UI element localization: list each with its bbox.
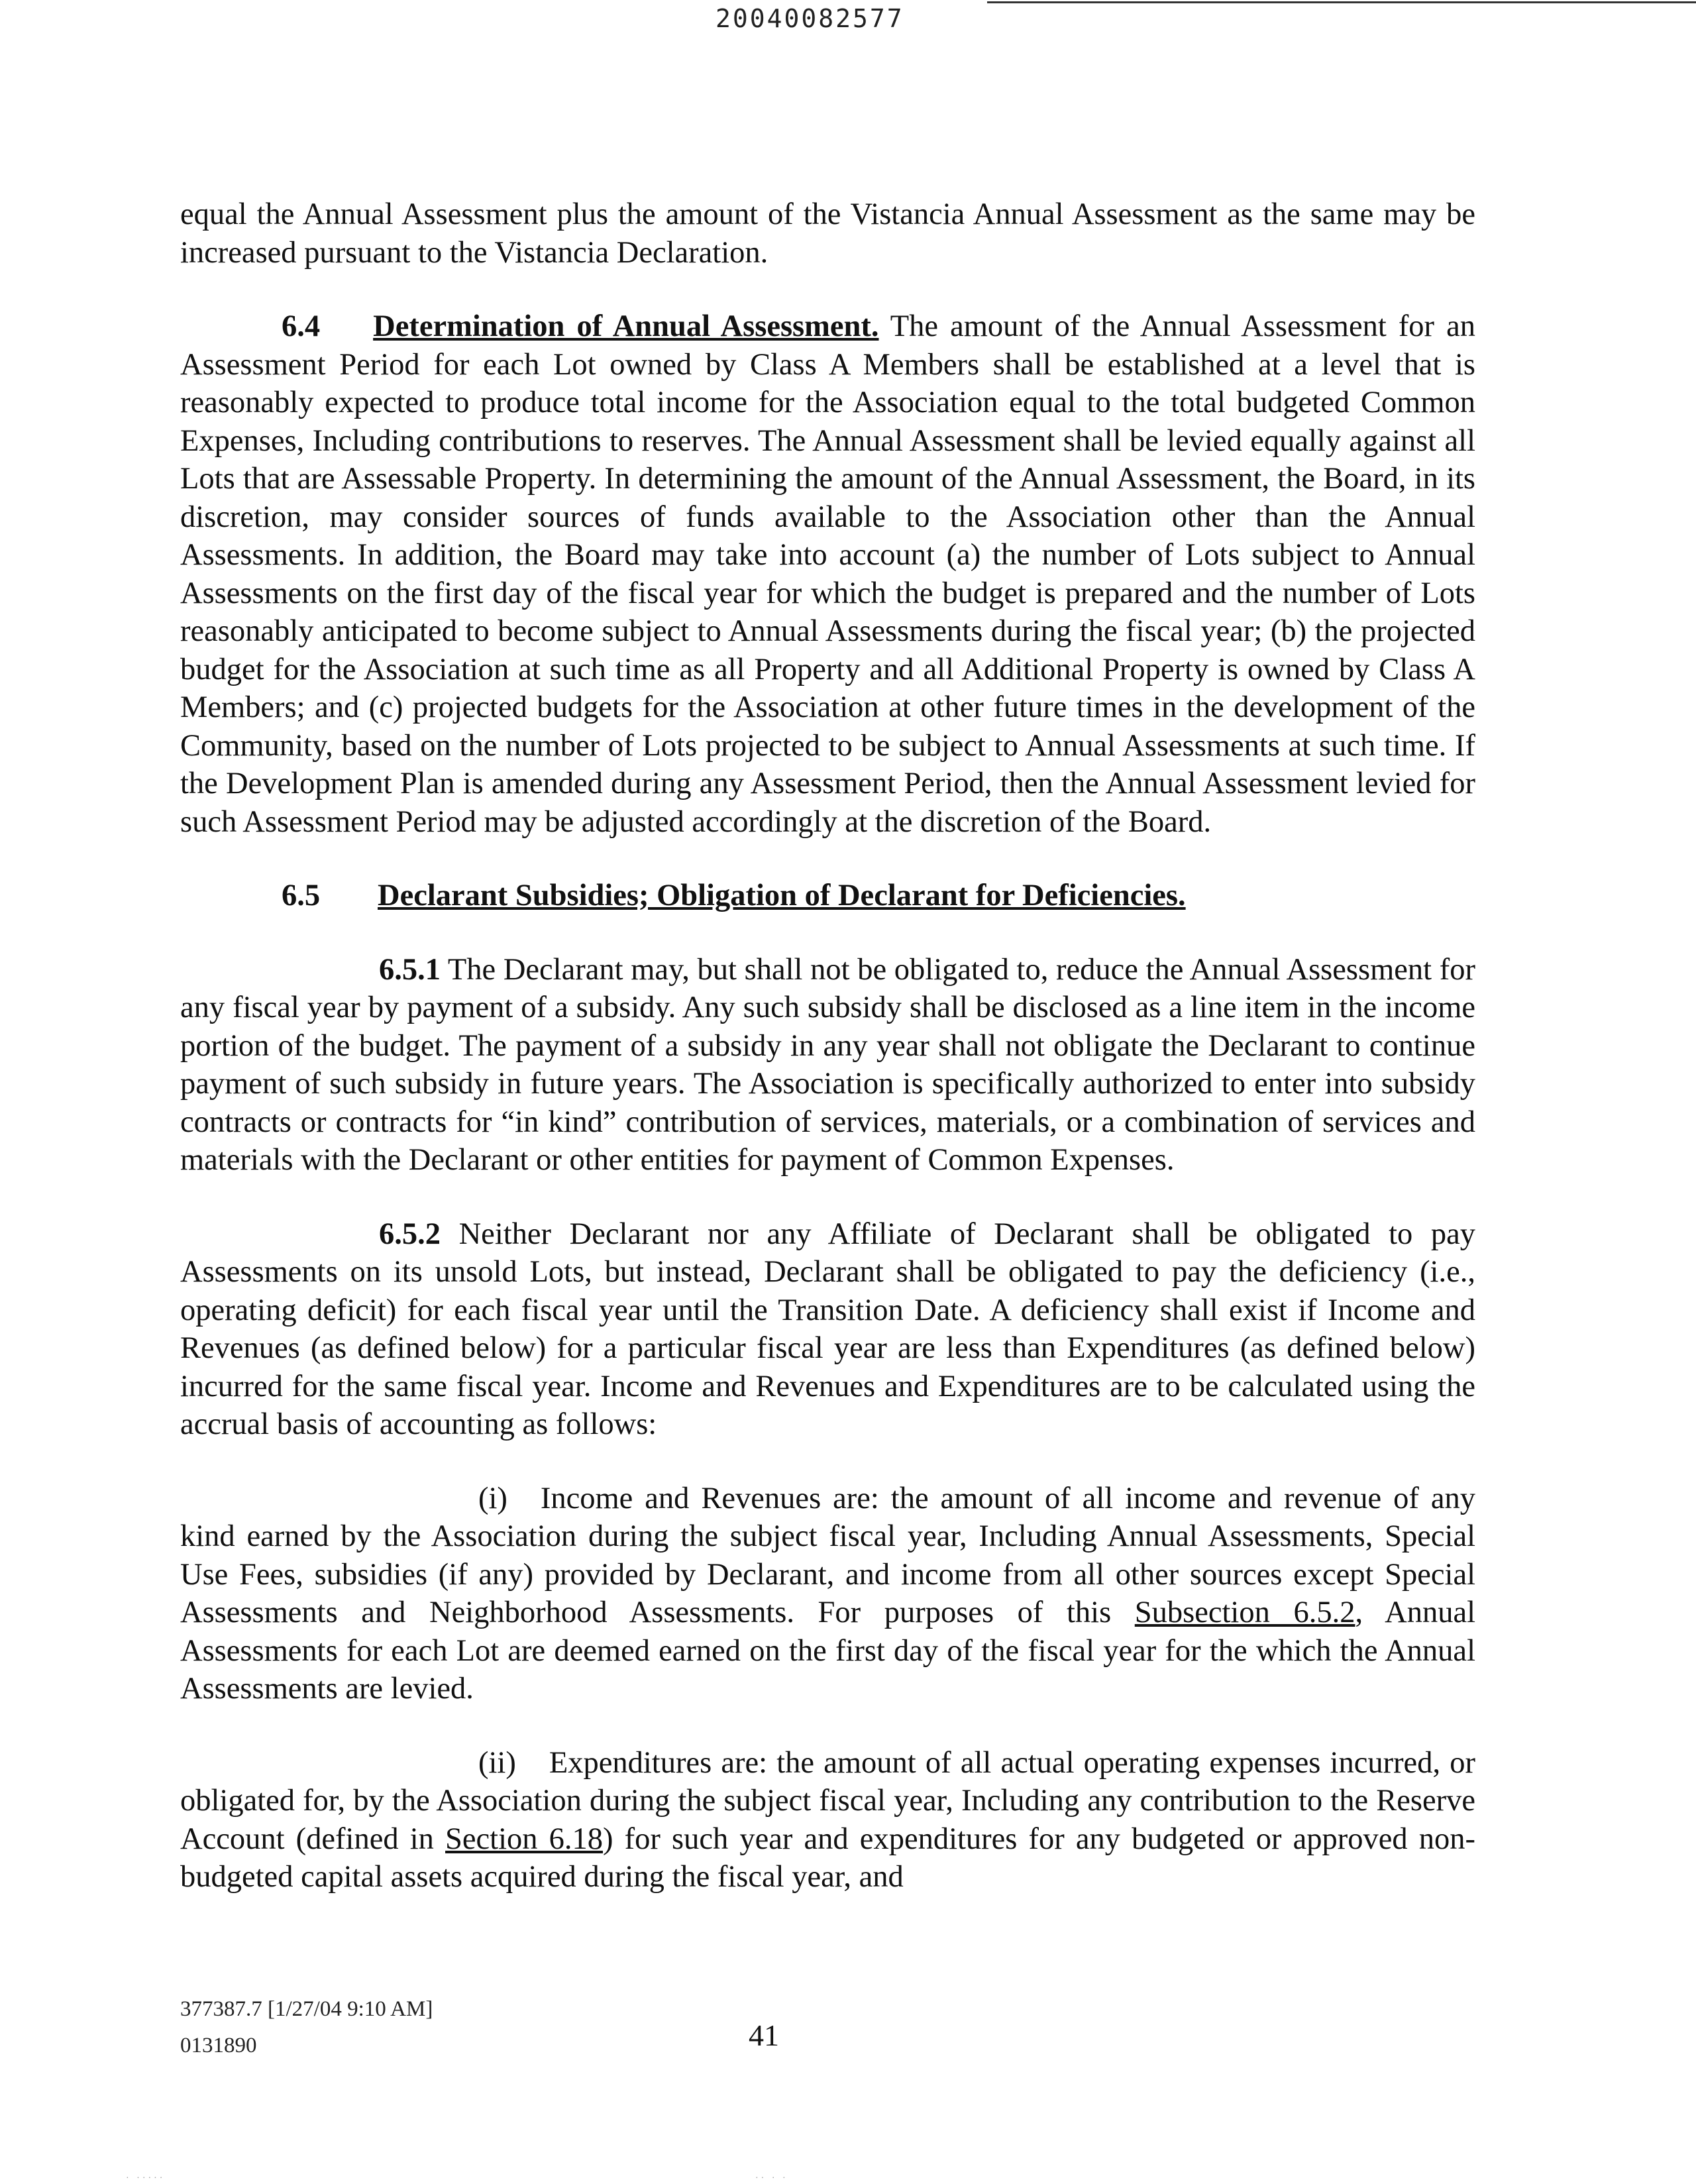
clause-ii-label: (ii)	[478, 1745, 516, 1780]
clause-i-text-a: Income and Revenues are: the amount of all income and revenue of any kind earned by the Association during the subject fiscal year, Including Annual Assessments, Special Use Fees, subsidies (if any) provided by Declarant, and income from all other sources except Special Assessments and Neighborhood Assessments. For purposes of this	[180, 1481, 1475, 1629]
footer-document-id	[180, 1991, 433, 2064]
clause-i-label: (i)	[478, 1481, 507, 1515]
subsection-6-5-2-number: 6.5.2	[379, 1217, 441, 1251]
subsection-6-5-1-number: 6.5.1	[379, 952, 441, 987]
paragraph-continuation: equal the Annual Assessment plus the amount of the Vistancia Annual Assessment as the same may be increased pursuant to the Vistancia Declaration.	[180, 197, 1475, 270]
scan-speck: ·· · ·	[755, 2173, 788, 2183]
document-body	[180, 195, 1475, 1932]
subsection-6-5-2-text: Neither Declarant nor any Affiliate of Declarant shall be obligated to pay Assessments on its unsold Lots, but instead, Declarant shall be obligated to pay the deficiency (i.e., operating deficit) for each fiscal year until the Transition Date. A deficiency shall exist if Income and Revenues (as defined below) for a particular fiscal year are less than Expenditures (as defined below) incurred for the same fiscal year. Income and Revenues and Expenditures are to be calculated using the accrual basis of accounting as follows:	[180, 1217, 1475, 1441]
subsection-6-5-1	[180, 951, 1475, 1179]
page-number: 41	[749, 2018, 779, 2052]
recording-number: 20040082577	[716, 4, 904, 33]
clause-ii-text-b: ) for such year and expenditures for any budgeted or approved non-budgeted capital assets acquired during the fiscal year, and	[180, 1822, 1475, 1894]
clause-ii-text-a: Expenditures are: the amount of all actual operating expenses incurred, or obligated for, by the Association during the subject fiscal year, Including any contribution to the Reserve Account (defined in	[180, 1745, 1475, 1856]
section-6-5-number: 6.5	[282, 879, 321, 912]
scan-speck: · ·····	[126, 2173, 166, 2183]
subsection-6-5-2	[180, 1215, 1475, 1444]
section-6-18-reference: Section 6.18	[445, 1822, 604, 1856]
footer-client-number: 0131890	[180, 2034, 257, 2057]
subsection-6-5-1-text: The Declarant may, but shall not be obligated to, reduce the Annual Assessment for any fiscal year by payment of a subsidy. Any such subsidy shall be disclosed as a line item in the income portion of the budget. The payment of a subsidy in any year shall not obligate the Declarant to continue payment of such subsidy in future years. The Association is specifically authorized to enter into subsidy contracts or contracts for “in kind” contribution of services, materials, or a combination of services and materials with the Declarant or other entities for payment of Common Expenses.	[180, 952, 1475, 1177]
footer-doc-version: 377387.7 [1/27/04 9:10 AM]	[180, 1997, 433, 2021]
top-border-line	[987, 1, 1696, 3]
section-6-5-heading	[180, 877, 1475, 915]
section-6-4-text: The amount of the Annual Assessment for an Assessment Period for each Lot owned by Class A Members shall be established at a level that is reasonably expected to produce total income for the Association equal to the total budgeted Common Expenses, Including contributions to reserves. The Annual Assessment shall be levied equally against all Lots that are Assessable Property. In determining the amount of the Annual Assessment, the Board, in its discretion, may consider sources of funds available to the Association other than the Annual Assessments. In addition, the Board may take into account (a) the number of Lots subject to Annual Assessments on the first day of the fiscal year for which the budget is prepared and the number of Lots reasonably anticipated to become subject to Annual Assessments during the fiscal year; (b) the projected budget for the Association at such time as all Property and all Additional Property is owned by Class A Members; and (c) projected budgets for the Association at other future times in the development of the Community, based on the number of Lots projected to be subject to Annual Assessments at such time. If the Development Plan is amended during any Assessment Period, then the Annual Assessment levied for such Assessment Period may be adjusted accordingly at the discretion of the Board.	[180, 309, 1475, 839]
section-6-4-title: Determination of Annual Assessment.	[373, 309, 879, 343]
section-6-5-title: Declarant Subsidies; Obligation of Declarant for Deficiencies.	[378, 879, 1186, 912]
clause-i-text-b: , Annual Assessments for each Lot are deemed earned on the first day of the fiscal year for the which the Annual Assessments are levied.	[180, 1596, 1475, 1706]
section-6-4-number: 6.4	[282, 309, 321, 343]
section-6-4	[180, 307, 1475, 841]
subsection-6-5-2-reference: Subsection 6.5.2	[1134, 1596, 1355, 1629]
clause-i	[180, 1480, 1475, 1708]
clause-ii	[180, 1744, 1475, 1896]
